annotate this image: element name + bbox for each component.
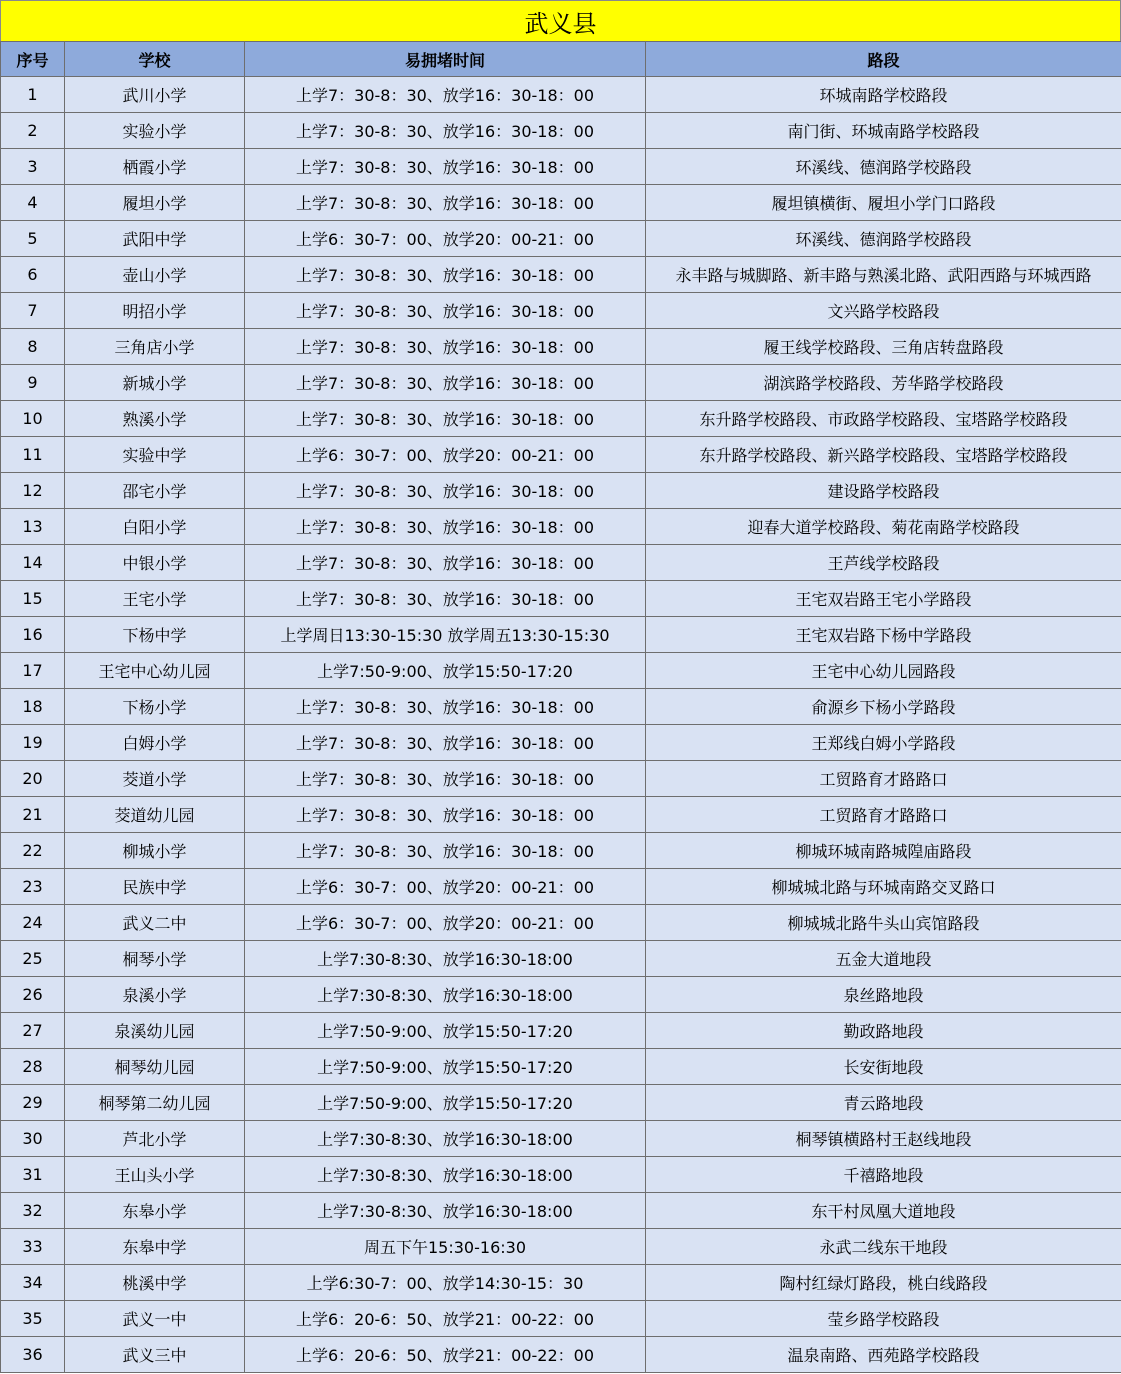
table-row (1, 1121, 1121, 1157)
cell-congestion-time[interactable]: 上学7:30-8:30、放学16:30-18:00 (245, 1121, 646, 1157)
table-row (1, 257, 1121, 293)
cell-congestion-time[interactable]: 上学7:50-9:00、放学15:50-17:20 (245, 1085, 646, 1121)
cell-index[interactable]: 26 (1, 977, 65, 1013)
table-row (1, 977, 1121, 1013)
cell-school[interactable]: 茭道小学 (65, 761, 245, 797)
cell-school[interactable]: 武义三中 (65, 1337, 245, 1373)
cell-congestion-time[interactable]: 上学6：30-7：00、放学20：00-21：00 (245, 221, 646, 257)
cell-road-section[interactable]: 永武二线东干地段 (646, 1229, 1121, 1265)
cell-congestion-time[interactable]: 上学7：30-8：30、放学16：30-18：00 (245, 473, 646, 509)
cell-congestion-time[interactable]: 上学7：30-8：30、放学16：30-18：00 (245, 329, 646, 365)
cell-school[interactable]: 三角店小学 (65, 329, 245, 365)
cell-index[interactable]: 17 (1, 653, 65, 689)
cell-index[interactable]: 31 (1, 1157, 65, 1193)
cell-congestion-time[interactable]: 上学6：20-6：50、放学21：00-22：00 (245, 1337, 646, 1373)
cell-school[interactable]: 武义一中 (65, 1301, 245, 1337)
cell-index[interactable]: 5 (1, 221, 65, 257)
cell-school[interactable]: 熟溪小学 (65, 401, 245, 437)
cell-school[interactable]: 柳城小学 (65, 833, 245, 869)
schedule-table (0, 41, 1121, 1373)
cell-school[interactable]: 武阳中学 (65, 221, 245, 257)
cell-index[interactable]: 29 (1, 1085, 65, 1121)
cell-index[interactable]: 22 (1, 833, 65, 869)
cell-road-section[interactable]: 千禧路地段 (646, 1157, 1121, 1193)
cell-road-section[interactable]: 泉丝路地段 (646, 977, 1121, 1013)
cell-school[interactable]: 下杨中学 (65, 617, 245, 653)
cell-road-section[interactable]: 五金大道地段 (646, 941, 1121, 977)
header-row (1, 42, 1121, 77)
cell-index[interactable]: 14 (1, 545, 65, 581)
cell-school[interactable]: 茭道幼儿园 (65, 797, 245, 833)
cell-congestion-time[interactable]: 上学7：30-8：30、放学16：30-18：00 (245, 185, 646, 221)
cell-index[interactable]: 3 (1, 149, 65, 185)
table-row (1, 473, 1121, 509)
cell-school[interactable]: 王宅中心幼儿园 (65, 653, 245, 689)
cell-road-section[interactable]: 莹乡路学校路段 (646, 1301, 1121, 1337)
cell-index[interactable]: 19 (1, 725, 65, 761)
cell-index[interactable]: 27 (1, 1013, 65, 1049)
cell-road-section[interactable]: 永丰路与城脚路、新丰路与熟溪北路、武阳西路与环城西路 (646, 257, 1121, 293)
cell-road-section[interactable]: 履王线学校路段、三角店转盘路段 (646, 329, 1121, 365)
cell-index[interactable]: 6 (1, 257, 65, 293)
cell-school[interactable]: 桐琴第二幼儿园 (65, 1085, 245, 1121)
cell-road-section[interactable]: 东升路学校路段、新兴路学校路段、宝塔路学校路段 (646, 437, 1121, 473)
table-row (1, 401, 1121, 437)
cell-congestion-time[interactable]: 上学6：20-6：50、放学21：00-22：00 (245, 1301, 646, 1337)
table-row (1, 1157, 1121, 1193)
cell-school[interactable]: 泉溪小学 (65, 977, 245, 1013)
cell-congestion-time[interactable]: 上学7：30-8：30、放学16：30-18：00 (245, 797, 646, 833)
cell-road-section[interactable]: 湖滨路学校路段、芳华路学校路段 (646, 365, 1121, 401)
cell-road-section[interactable]: 温泉南路、西苑路学校路段 (646, 1337, 1121, 1373)
cell-congestion-time[interactable]: 上学7:50-9:00、放学15:50-17:20 (245, 653, 646, 689)
cell-road-section[interactable]: 王郑线白姆小学路段 (646, 725, 1121, 761)
table-row (1, 617, 1121, 653)
cell-road-section[interactable]: 青云路地段 (646, 1085, 1121, 1121)
cell-school[interactable]: 邵宅小学 (65, 473, 245, 509)
table-row (1, 869, 1121, 905)
cell-congestion-time[interactable]: 上学7:50-9:00、放学15:50-17:20 (245, 1013, 646, 1049)
cell-congestion-time[interactable]: 上学7:50-9:00、放学15:50-17:20 (245, 1049, 646, 1085)
table-row (1, 1337, 1121, 1373)
table-row (1, 221, 1121, 257)
table-row (1, 689, 1121, 725)
cell-school[interactable]: 履坦小学 (65, 185, 245, 221)
table-row (1, 653, 1121, 689)
cell-school[interactable]: 实验小学 (65, 113, 245, 149)
table-row (1, 1049, 1121, 1085)
cell-index[interactable]: 13 (1, 509, 65, 545)
cell-congestion-time[interactable]: 上学7：30-8：30、放学16：30-18：00 (245, 833, 646, 869)
cell-road-section[interactable]: 南门街、环城南路学校路段 (646, 113, 1121, 149)
table-row (1, 185, 1121, 221)
cell-index[interactable]: 25 (1, 941, 65, 977)
cell-index[interactable]: 23 (1, 869, 65, 905)
cell-road-section[interactable]: 履坦镇横街、履坦小学门口路段 (646, 185, 1121, 221)
cell-index[interactable]: 8 (1, 329, 65, 365)
table-body (1, 77, 1121, 1373)
cell-school[interactable]: 武川小学 (65, 77, 245, 113)
cell-index[interactable]: 16 (1, 617, 65, 653)
cell-congestion-time[interactable]: 上学7:30-8:30、放学16:30-18:00 (245, 977, 646, 1013)
cell-index[interactable]: 34 (1, 1265, 65, 1301)
table-row (1, 905, 1121, 941)
cell-road-section[interactable]: 王芦线学校路段 (646, 545, 1121, 581)
cell-school[interactable]: 东皋中学 (65, 1229, 245, 1265)
cell-index[interactable]: 21 (1, 797, 65, 833)
table-row (1, 293, 1121, 329)
cell-index[interactable]: 12 (1, 473, 65, 509)
cell-congestion-time[interactable]: 上学6：30-7：00、放学20：00-21：00 (245, 437, 646, 473)
cell-congestion-time[interactable]: 上学7：30-8：30、放学16：30-18：00 (245, 545, 646, 581)
cell-congestion-time[interactable]: 上学7：30-8：30、放学16：30-18：00 (245, 149, 646, 185)
cell-road-section[interactable]: 陶村红绿灯路段，桃白线路段 (646, 1265, 1121, 1301)
cell-congestion-time[interactable]: 上学7：30-8：30、放学16：30-18：00 (245, 725, 646, 761)
cell-congestion-time[interactable]: 上学7：30-8：30、放学16：30-18：00 (245, 581, 646, 617)
cell-school[interactable]: 王山头小学 (65, 1157, 245, 1193)
cell-index[interactable]: 36 (1, 1337, 65, 1373)
cell-school[interactable]: 栖霞小学 (65, 149, 245, 185)
cell-school[interactable]: 东皋小学 (65, 1193, 245, 1229)
cell-index[interactable]: 24 (1, 905, 65, 941)
cell-congestion-time[interactable]: 上学7：30-8：30、放学16：30-18：00 (245, 761, 646, 797)
cell-congestion-time[interactable]: 上学7:30-8:30、放学16:30-18:00 (245, 1193, 646, 1229)
cell-road-section[interactable]: 柳城城北路牛头山宾馆路段 (646, 905, 1121, 941)
table-row (1, 761, 1121, 797)
table-header (1, 42, 1121, 77)
cell-congestion-time[interactable]: 上学7：30-8：30、放学16：30-18：00 (245, 401, 646, 437)
table-row (1, 149, 1121, 185)
cell-congestion-time[interactable]: 上学6：30-7：00、放学20：00-21：00 (245, 869, 646, 905)
cell-congestion-time[interactable]: 上学7：30-8：30、放学16：30-18：00 (245, 689, 646, 725)
cell-school[interactable]: 芦北小学 (65, 1121, 245, 1157)
cell-school[interactable]: 民族中学 (65, 869, 245, 905)
cell-index[interactable]: 32 (1, 1193, 65, 1229)
cell-congestion-time[interactable]: 上学7：30-8：30、放学16：30-18：00 (245, 257, 646, 293)
table-row (1, 725, 1121, 761)
cell-school[interactable]: 武义二中 (65, 905, 245, 941)
table-row (1, 509, 1121, 545)
cell-road-section[interactable]: 建设路学校路段 (646, 473, 1121, 509)
table-row (1, 545, 1121, 581)
cell-road-section[interactable]: 王宅双岩路下杨中学路段 (646, 617, 1121, 653)
cell-index[interactable]: 20 (1, 761, 65, 797)
cell-school[interactable]: 桐琴小学 (65, 941, 245, 977)
cell-school[interactable]: 桃溪中学 (65, 1265, 245, 1301)
cell-road-section[interactable]: 长安街地段 (646, 1049, 1121, 1085)
cell-index[interactable]: 9 (1, 365, 65, 401)
cell-road-section[interactable]: 工贸路育才路路口 (646, 761, 1121, 797)
cell-school[interactable]: 中银小学 (65, 545, 245, 581)
cell-road-section[interactable]: 王宅双岩路王宅小学路段 (646, 581, 1121, 617)
cell-road-section[interactable]: 环溪线、德润路学校路段 (646, 149, 1121, 185)
cell-school[interactable]: 壶山小学 (65, 257, 245, 293)
cell-road-section[interactable]: 勤政路地段 (646, 1013, 1121, 1049)
table-row (1, 329, 1121, 365)
cell-index[interactable]: 28 (1, 1049, 65, 1085)
cell-road-section[interactable]: 环溪线、德润路学校路段 (646, 221, 1121, 257)
cell-index[interactable]: 15 (1, 581, 65, 617)
header-congestion-time[interactable]: 易拥堵时间 (245, 42, 646, 77)
table-row (1, 1085, 1121, 1121)
header-index[interactable]: 序号 (1, 42, 65, 77)
table-row (1, 1193, 1121, 1229)
cell-index[interactable]: 10 (1, 401, 65, 437)
cell-school[interactable]: 新城小学 (65, 365, 245, 401)
sheet-title[interactable]: 武义县 (0, 0, 1121, 42)
cell-congestion-time[interactable]: 上学7：30-8：30、放学16：30-18：00 (245, 77, 646, 113)
table-row (1, 365, 1121, 401)
cell-index[interactable]: 4 (1, 185, 65, 221)
table-row (1, 797, 1121, 833)
table-row (1, 1013, 1121, 1049)
cell-road-section[interactable]: 东升路学校路段、市政路学校路段、宝塔路学校路段 (646, 401, 1121, 437)
cell-index[interactable]: 18 (1, 689, 65, 725)
cell-congestion-time[interactable]: 周五下午15:30-16:30 (245, 1229, 646, 1265)
table-row (1, 77, 1121, 113)
cell-school[interactable]: 泉溪幼儿园 (65, 1013, 245, 1049)
cell-road-section[interactable]: 柳城环城南路城隍庙路段 (646, 833, 1121, 869)
cell-school[interactable]: 下杨小学 (65, 689, 245, 725)
table-row (1, 437, 1121, 473)
cell-school[interactable]: 白姆小学 (65, 725, 245, 761)
table-row (1, 833, 1121, 869)
cell-road-section[interactable]: 俞源乡下杨小学路段 (646, 689, 1121, 725)
cell-road-section[interactable]: 工贸路育才路路口 (646, 797, 1121, 833)
cell-index[interactable]: 30 (1, 1121, 65, 1157)
table-row (1, 1301, 1121, 1337)
cell-road-section[interactable]: 柳城城北路与环城南路交叉路口 (646, 869, 1121, 905)
cell-index[interactable]: 35 (1, 1301, 65, 1337)
cell-road-section[interactable]: 王宅中心幼儿园路段 (646, 653, 1121, 689)
table-row (1, 1265, 1121, 1301)
cell-index[interactable]: 7 (1, 293, 65, 329)
cell-road-section[interactable]: 文兴路学校路段 (646, 293, 1121, 329)
cell-congestion-time[interactable]: 上学周日13:30-15:30 放学周五13:30-15:30 (245, 617, 646, 653)
cell-congestion-time[interactable]: 上学7：30-8：30、放学16：30-18：00 (245, 293, 646, 329)
cell-congestion-time[interactable]: 上学7：30-8：30、放学16：30-18：00 (245, 113, 646, 149)
table-row (1, 113, 1121, 149)
table-row (1, 941, 1121, 977)
cell-school[interactable]: 明招小学 (65, 293, 245, 329)
table-row (1, 1229, 1121, 1265)
cell-index[interactable]: 33 (1, 1229, 65, 1265)
cell-index[interactable]: 1 (1, 77, 65, 113)
cell-road-section[interactable]: 迎春大道学校路段、菊花南路学校路段 (646, 509, 1121, 545)
cell-school[interactable]: 王宅小学 (65, 581, 245, 617)
cell-school[interactable]: 白阳小学 (65, 509, 245, 545)
cell-road-section[interactable]: 东干村凤凰大道地段 (646, 1193, 1121, 1229)
cell-road-section[interactable]: 环城南路学校路段 (646, 77, 1121, 113)
cell-congestion-time[interactable]: 上学7：30-8：30、放学16：30-18：00 (245, 365, 646, 401)
table-row (1, 581, 1121, 617)
cell-school[interactable]: 桐琴幼儿园 (65, 1049, 245, 1085)
cell-congestion-time[interactable]: 上学7:30-8:30、放学16:30-18:00 (245, 941, 646, 977)
cell-congestion-time[interactable]: 上学7：30-8：30、放学16：30-18：00 (245, 509, 646, 545)
cell-congestion-time[interactable]: 上学7:30-8:30、放学16:30-18:00 (245, 1157, 646, 1193)
cell-index[interactable]: 11 (1, 437, 65, 473)
cell-congestion-time[interactable]: 上学6：30-7：00、放学20：00-21：00 (245, 905, 646, 941)
cell-road-section[interactable]: 桐琴镇横路村王赵线地段 (646, 1121, 1121, 1157)
cell-school[interactable]: 实验中学 (65, 437, 245, 473)
cell-congestion-time[interactable]: 上学6:30-7：00、放学14:30-15：30 (245, 1265, 646, 1301)
header-road-section[interactable]: 路段 (646, 42, 1121, 77)
cell-index[interactable]: 2 (1, 113, 65, 149)
header-school[interactable]: 学校 (65, 42, 245, 77)
